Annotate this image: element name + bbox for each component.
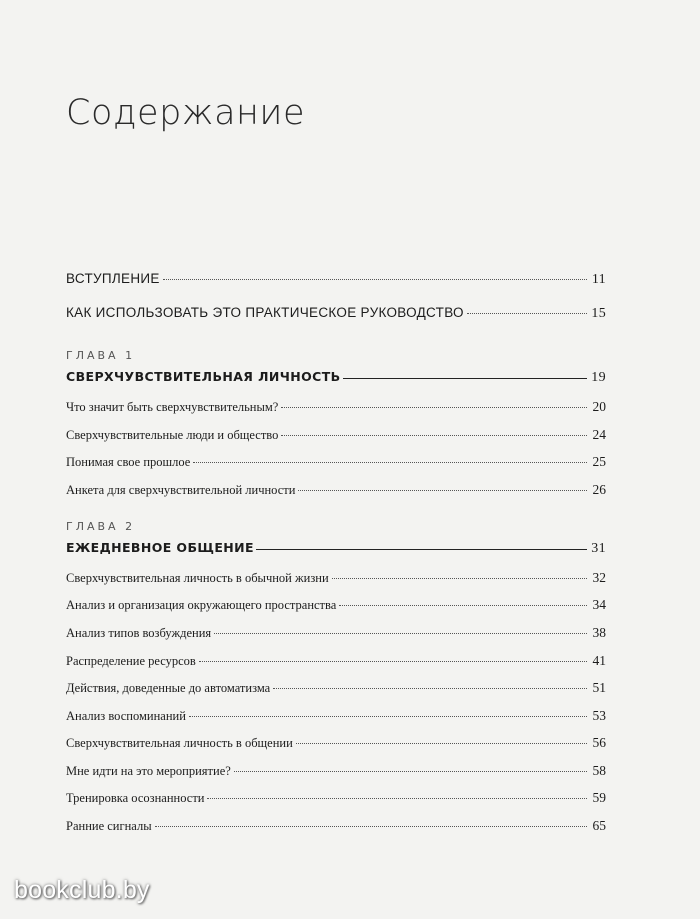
dot-leader [155, 826, 587, 827]
chapter-tag: ГЛАВА 1 [66, 349, 136, 362]
toc-page-number: 15 [591, 306, 606, 321]
dot-leader [214, 633, 587, 634]
toc-page-number: 58 [592, 763, 606, 778]
dot-leader [163, 279, 587, 280]
dot-leader [281, 435, 587, 436]
dot-leader [332, 578, 587, 579]
toc-page-number: 26 [592, 482, 606, 497]
watermark: bookclub.by [14, 876, 150, 904]
dot-leader [189, 716, 587, 717]
toc-entry-label: ВСТУПЛЕНИЕ [66, 271, 160, 286]
toc-page-number: 31 [591, 541, 606, 556]
toc-page-number: 34 [592, 597, 606, 612]
toc-section-label: Анализ типов возбуждения [66, 626, 212, 640]
toc-section [66, 680, 606, 696]
toc-section [66, 763, 606, 779]
toc-page-number: 41 [592, 653, 606, 668]
toc-section-label: Распределение ресурсов [66, 654, 196, 668]
toc-section [66, 597, 606, 613]
toc-section [66, 625, 606, 641]
toc-section [66, 482, 606, 498]
toc-section [66, 818, 606, 834]
dot-leader [193, 462, 587, 463]
chapter-title: ЕЖЕДНЕВНОЕ ОБЩЕНИЕ [66, 540, 254, 555]
toc-entry-how-to-use [66, 305, 606, 322]
dot-leader [281, 407, 587, 408]
dot-leader [298, 490, 587, 491]
dot-leader [207, 798, 587, 799]
toc-page-number: 65 [592, 818, 606, 833]
toc-section-label: Сверхчувствительная личность в общении [66, 736, 293, 750]
toc-section [66, 427, 606, 443]
toc-section [66, 735, 606, 751]
chapter-title: СВЕРХЧУВСТВИТЕЛЬНАЯ ЛИЧНОСТЬ [66, 369, 341, 384]
dot-leader [273, 688, 587, 689]
toc-entry-label: КАК ИСПОЛЬЗОВАТЬ ЭТО ПРАКТИЧЕСКОЕ РУКОВОДСТВО [66, 305, 464, 320]
toc-section-label: Действия, доведенные до автоматизма [66, 681, 271, 695]
dot-leader [234, 771, 587, 772]
chapter-title-row [66, 369, 606, 386]
toc-section [66, 399, 606, 415]
toc-page-number: 24 [592, 427, 606, 442]
toc-page-number: 56 [592, 735, 606, 750]
toc-section [66, 454, 606, 470]
toc-section [66, 570, 606, 586]
toc-section-label: Сверхчувствительная личность в обычной жизни [66, 571, 329, 585]
toc-section [66, 790, 606, 806]
toc-section-label: Мне идти на это мероприятие? [66, 764, 231, 778]
toc-section-label: Анализ и организация окружающего пространства [66, 598, 337, 612]
page-title: Содержание [66, 93, 306, 133]
chapter-tag: ГЛАВА 2 [66, 520, 136, 533]
toc-section-label: Анкета для сверхчувствительной личности [66, 483, 296, 497]
toc-section-label: Сверхчувствительные люди и общество [66, 428, 279, 442]
toc-section [66, 653, 606, 669]
toc-section-label: Тренировка осознанности [66, 791, 205, 805]
toc-entry-intro [66, 271, 606, 288]
chapter-title-row [66, 540, 606, 557]
dot-leader [296, 743, 587, 744]
toc-page-number: 53 [592, 708, 606, 723]
toc-page-number: 51 [592, 680, 606, 695]
toc-page-number: 25 [592, 454, 606, 469]
toc-page-number: 59 [592, 790, 606, 805]
dot-leader [467, 313, 587, 314]
toc-page-number: 11 [591, 272, 606, 287]
toc-section-label: Ранние сигналы [66, 819, 152, 833]
toc-page-number: 38 [592, 625, 606, 640]
dot-leader [199, 661, 587, 662]
toc-page-number: 20 [592, 399, 606, 414]
toc-section-label: Анализ воспоминаний [66, 709, 186, 723]
dot-leader [339, 605, 587, 606]
title-underline-leader [343, 378, 587, 379]
toc-section-label: Понимая свое прошлое [66, 455, 191, 469]
toc-section-label: Что значит быть сверхчувствительным? [66, 400, 279, 414]
toc-page-number: 19 [591, 370, 606, 385]
toc-page-number: 32 [592, 570, 606, 585]
toc-section [66, 708, 606, 724]
title-underline-leader [256, 549, 587, 550]
